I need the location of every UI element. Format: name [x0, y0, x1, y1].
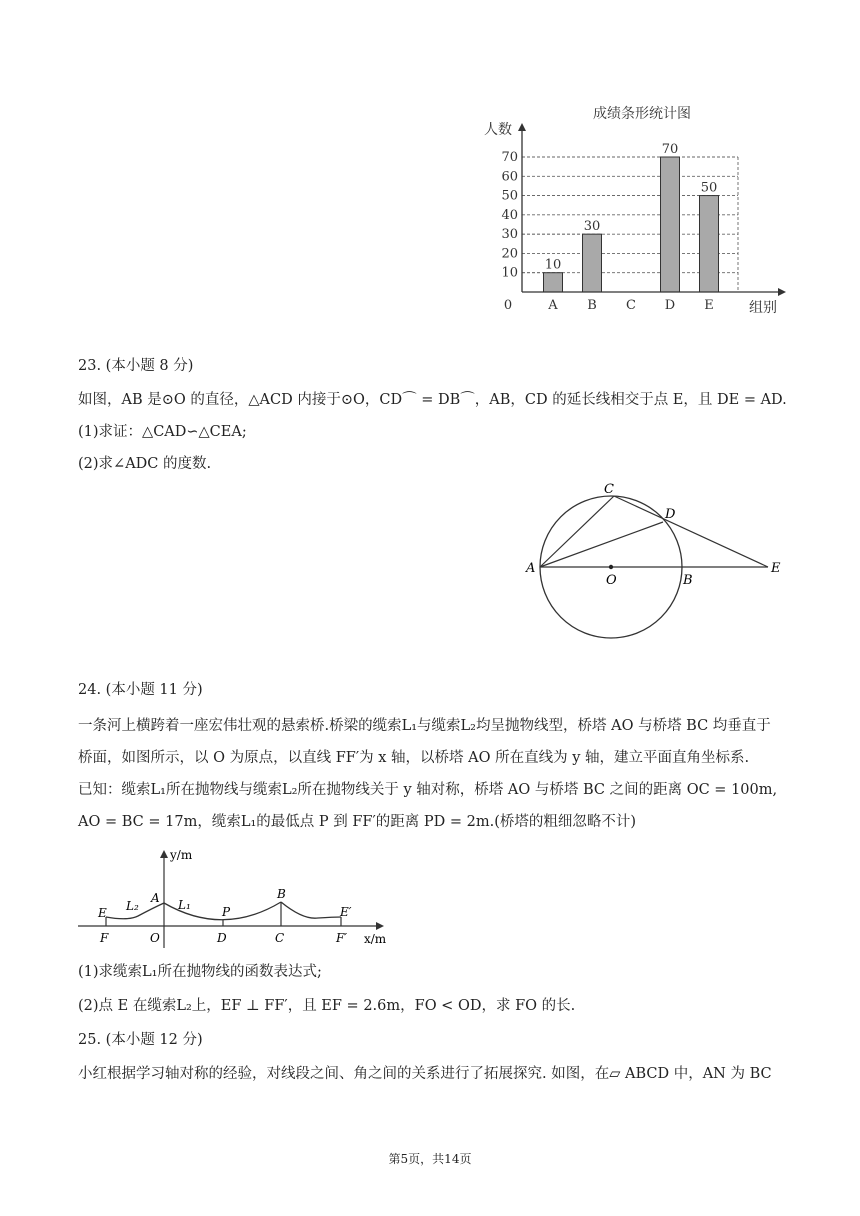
chart-origin: 0 [503, 298, 513, 313]
q24-line4: AO = BC = 17m，缆索L₁的最低点 P 到 FF′的距离 PD = 2m.(桥塔的粗细忽略不计) [78, 814, 637, 830]
label-a: A [151, 891, 160, 905]
label-p: P [222, 905, 231, 919]
chart-ylabel: 人数 [484, 122, 512, 138]
center-dot [609, 565, 613, 569]
q25-line1: 小红根据学习轴对称的经验，对线段之间、角之间的关系进行了拓展探究. 如图，在▱ ABCD 中，AN 为 BC [78, 1066, 772, 1082]
x-axis-arrow [778, 288, 786, 296]
data-label-b: 30 [583, 219, 601, 235]
x-tick-label: C [626, 298, 636, 313]
q24-line2: 桥面，如图所示，以 O 为原点，以直线 FF′为 x 轴，以桥塔 AO 所在直线为 y 轴，建立平面直角坐标系. [78, 750, 750, 766]
segment-ad [540, 522, 663, 567]
q24-part2: (2)点 E 在缆索L₂上，EF ⊥ FF′，且 EF = 2.6m，FO < OD，求 FO 的长. [78, 998, 576, 1014]
y-axis-arrow [160, 850, 168, 858]
label-o: O [606, 573, 617, 588]
chart-ticks [501, 142, 717, 313]
label-d: D [665, 507, 676, 522]
q24-bridge-figure [78, 842, 398, 952]
label-e: E [98, 906, 107, 920]
x-tick-label: A [548, 298, 558, 313]
q23-stem: 如图，AB 是⊙O 的直径，△ACD 内接于⊙O，CD⌒ = DB⌒，AB，CD 的延长线相交于点 E，且 DE = AD. [78, 392, 787, 408]
bar-e [700, 196, 719, 292]
score-bar-chart [470, 95, 800, 325]
page-footer: 第5页，共14页 [388, 1152, 472, 1166]
label-x-axis: x/m [364, 932, 387, 946]
chart-xlabel: 组别 [749, 300, 777, 316]
q23-part2: (2)求∠ADC 的度数. [78, 456, 212, 472]
y-tick-label: 60 [501, 169, 518, 185]
bar-b [583, 234, 602, 292]
x-axis-arrow [376, 922, 384, 930]
y-tick-label: 40 [501, 207, 518, 223]
label-f-prime: F′ [336, 931, 348, 945]
y-tick-label: 70 [501, 150, 518, 165]
data-label-e: 50 [700, 180, 718, 196]
q23-circle-figure [520, 480, 790, 645]
y-tick-label: 20 [501, 246, 518, 262]
label-b: B [683, 573, 693, 588]
y-tick-label: 30 [501, 227, 518, 243]
bar-d [661, 157, 680, 292]
x-tick-label: E [704, 298, 714, 313]
label-c: C [275, 931, 285, 945]
label-l2: L₂ [126, 899, 139, 913]
label-c: C [604, 482, 614, 497]
y-axis-arrow [518, 123, 526, 131]
bar-a [544, 273, 563, 292]
q24-line1: 一条河上横跨着一座宏伟壮观的悬索桥.桥梁的缆索L₁与缆索L₂均呈抛物线型，桥塔 AO 与桥塔 BC 均垂直于 [78, 718, 771, 734]
q23-heading: 23. (本小题 8 分) [78, 358, 194, 374]
label-b: B [277, 887, 286, 901]
x-tick-label: D [664, 298, 676, 313]
label-d: D [217, 931, 227, 945]
label-a: A [526, 561, 536, 576]
data-label-a: 10 [544, 257, 562, 273]
q24-line3: 已知：缆索L₁所在抛物线与缆索L₂所在抛物线关于 y 轴对称，桥塔 AO 与桥塔 BC 之间的距离 OC = 100m, [78, 782, 778, 798]
y-tick-label: 10 [501, 265, 518, 281]
label-y-axis: y/m [170, 848, 193, 862]
chart-bars [544, 157, 719, 292]
label-f: F [100, 931, 109, 945]
q24-heading: 24. (本小题 11 分) [78, 682, 203, 698]
label-e-prime: E′ [340, 905, 352, 919]
label-l1: L₁ [178, 898, 191, 912]
cable-right [281, 902, 341, 918]
q23-part1: (1)求证：△CAD∽△CEA; [78, 424, 247, 440]
y-tick-label: 50 [501, 188, 518, 204]
chart-title: 成绩条形统计图 [593, 106, 691, 122]
label-o: O [150, 931, 160, 945]
q25-heading: 25. (本小题 12 分) [78, 1032, 203, 1048]
segment-ac [540, 496, 614, 567]
data-label-d: 70 [661, 142, 679, 157]
x-tick-label: B [587, 298, 597, 313]
q24-part1: (1)求缆索L₁所在抛物线的函数表达式; [78, 964, 322, 980]
label-e: E [771, 561, 781, 576]
